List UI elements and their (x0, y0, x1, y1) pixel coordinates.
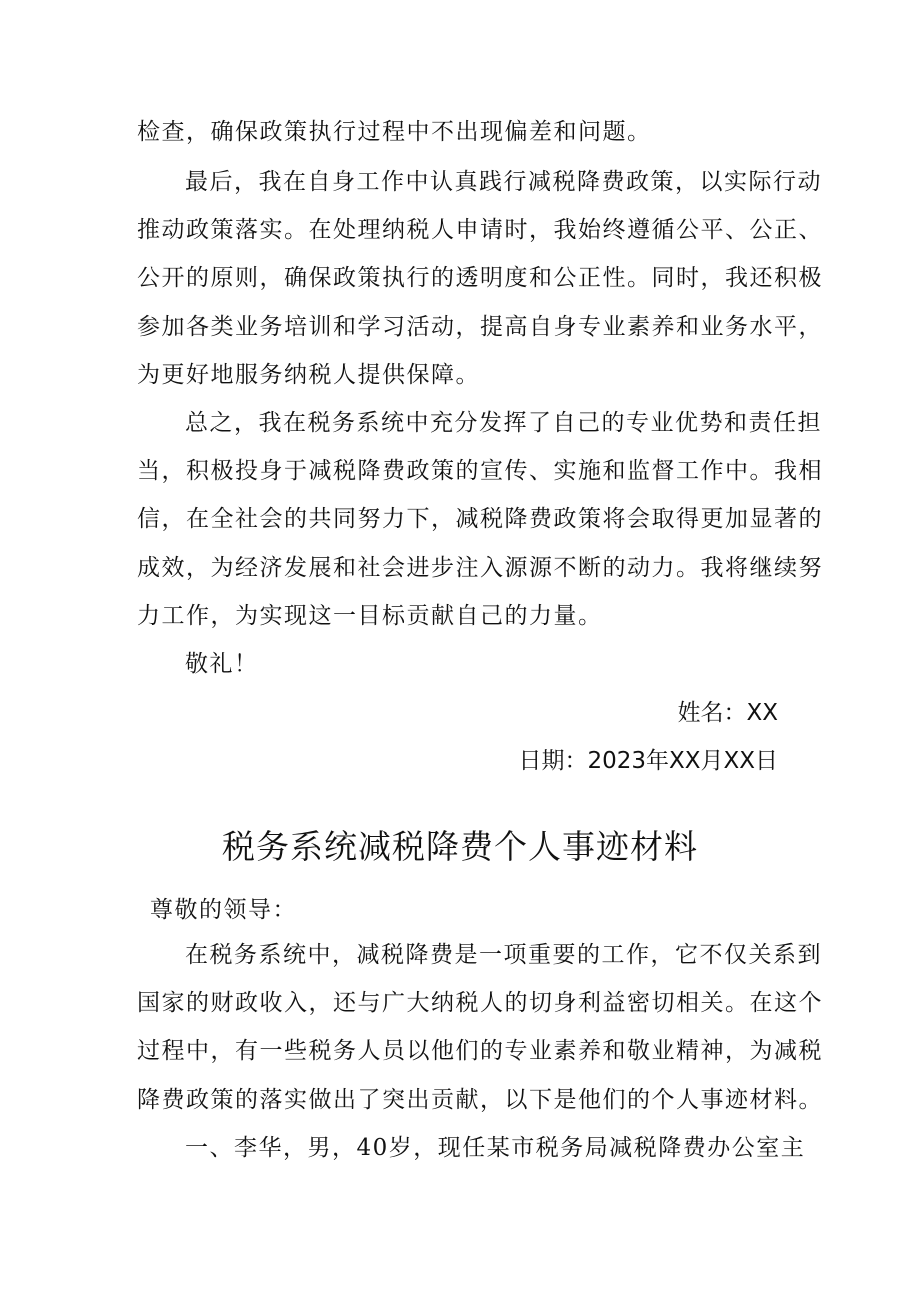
body-line: 力工作，为实现这一目标贡献自己的力量。 (137, 603, 603, 629)
body-line: 最后，我在自身工作中认真践行减税降费政策，以实际行动 (185, 169, 822, 195)
document-title: 税务系统减税降费个人事迹材料 (222, 827, 698, 866)
body-line: 成效，为经济发展和社会进步注入源源不断的动力。我将继续努 (137, 555, 823, 581)
body-line: 当，积极投身于减税降费政策的宣传、实施和监督工作中。我相 (137, 458, 823, 484)
body-line: 公开的原则，确保政策执行的透明度和公正性。同时，我还积极 (137, 265, 823, 291)
body-line: 为更好地服务纳税人提供保障。 (137, 362, 480, 388)
body-line: 总之，我在税务系统中充分发挥了自己的专业优势和责任担 (185, 410, 822, 436)
body-line: 检查，确保政策执行过程中不出现偏差和问题。 (137, 119, 652, 145)
signature-name: 姓名：XX (677, 700, 778, 726)
body-line: 推动政策落实。在处理纳税人申请时，我始终遵循公平、公正、 (137, 217, 823, 243)
signature-date: 日期：2023年XX月XX日 (518, 748, 778, 774)
body-line: 降费政策的落实做出了突出贡献，以下是他们的个人事迹材料。 (137, 1087, 823, 1113)
body-line: 参加各类业务培训和学习活动，提高自身专业素养和业务水平， (137, 314, 823, 340)
body-line: 在税务系统中，减税降费是一项重要的工作，它不仅关系到 (185, 942, 822, 968)
greeting-text: 尊敬的领导： (150, 897, 297, 923)
body-line: 过程中，有一些税务人员以他们的专业素养和敬业精神，为减税 (137, 1038, 823, 1064)
salute-text: 敬礼！ (185, 651, 259, 677)
body-line: 一、李华，男，40岁，现任某市税务局减税降费办公室主 (185, 1135, 806, 1161)
body-line: 信，在全社会的共同努力下，减税降费政策将会取得更加显著的 (137, 506, 823, 532)
body-line: 国家的财政收入，还与广大纳税人的切身利益密切相关。在这个 (137, 990, 823, 1016)
